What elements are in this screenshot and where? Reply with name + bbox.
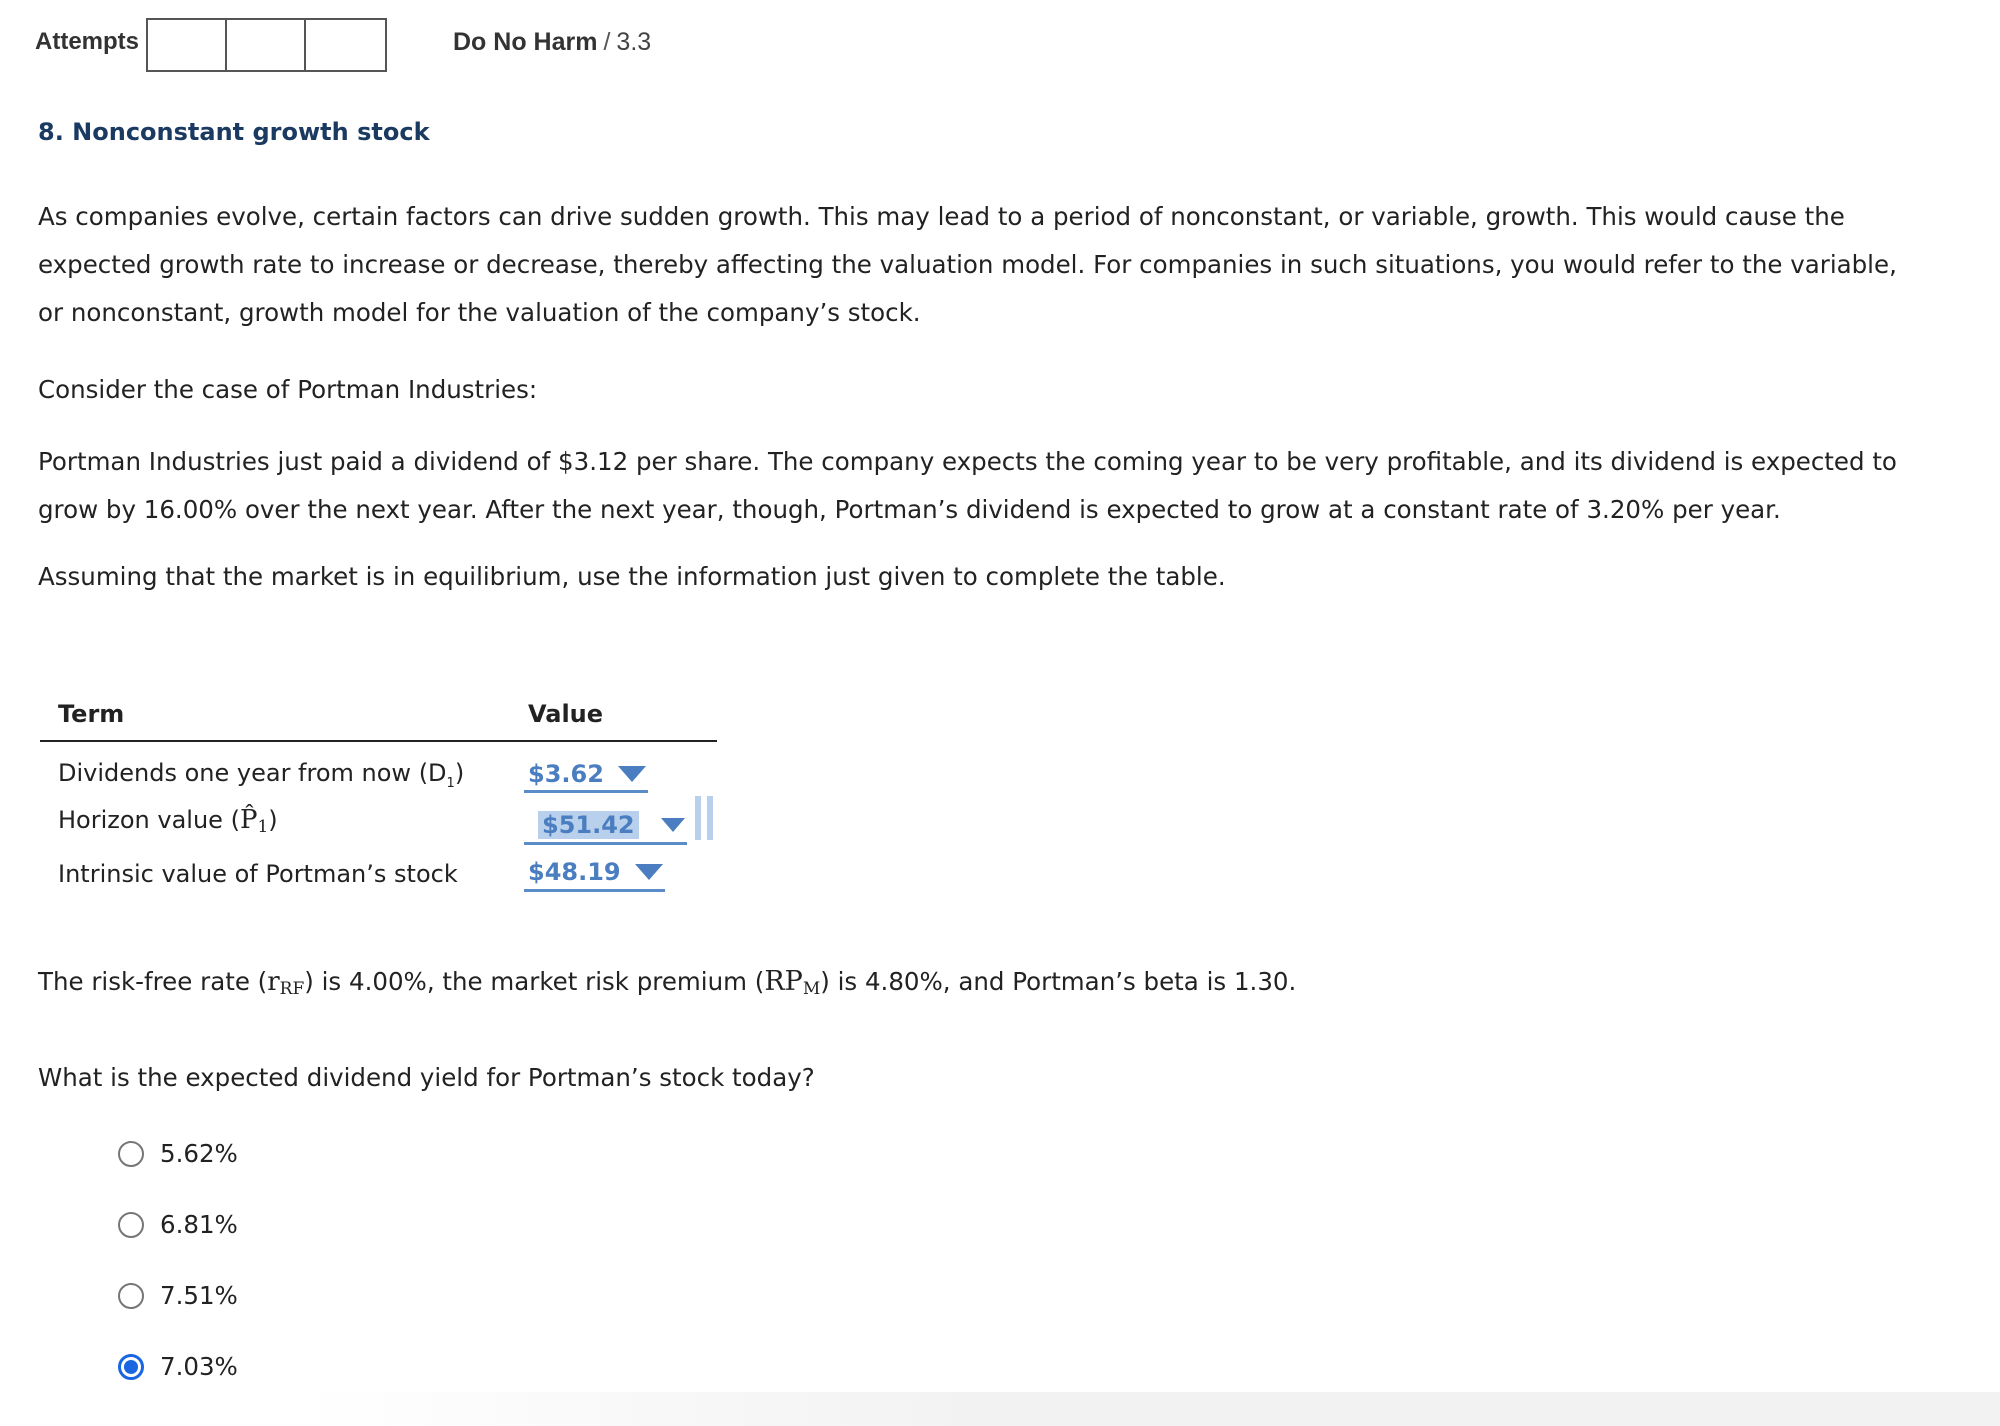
rrf-symbol bbox=[267, 967, 304, 997]
attempts-label: Attempts bbox=[35, 28, 140, 55]
option-label: 5.62% bbox=[160, 1139, 238, 1168]
chevron-down-icon bbox=[635, 864, 663, 880]
table-row bbox=[40, 741, 717, 794]
table-row bbox=[40, 794, 717, 847]
radio-button[interactable] bbox=[118, 1141, 144, 1167]
rrf-r: r bbox=[267, 967, 280, 997]
option-label: 7.51% bbox=[160, 1281, 238, 1310]
term-d1-sub: 1 bbox=[446, 776, 455, 791]
consider-paragraph: Consider the case of Portman Industries: bbox=[38, 375, 538, 404]
harm-score: 3.3 bbox=[616, 28, 652, 56]
option-4[interactable] bbox=[118, 1352, 238, 1381]
rpm-sub: M bbox=[802, 979, 821, 999]
term-intrinsic: Intrinsic value of Portman’s stock bbox=[58, 859, 458, 888]
attempt-box bbox=[227, 20, 306, 70]
risk-text-2: ) is 4.00%, the market risk premium ( bbox=[304, 967, 765, 996]
intro-paragraph: As companies evolve, certain factors can drive sudden growth. This may lead to a period of nonconstant, or variable, growth. This would cause the expected growth rate to increase or decrease, thereby affecting the valuation model. For companies in such situations, you would refer to the variable, or nonconstant, growth model for the valuation of the company’s stock. bbox=[38, 202, 1897, 327]
attempt-boxes bbox=[146, 18, 387, 72]
valuation-table bbox=[40, 700, 717, 900]
rrf-sub: RF bbox=[279, 979, 305, 999]
option-label: 6.81% bbox=[160, 1210, 238, 1239]
value-horizon-cell bbox=[510, 794, 717, 847]
rpm-symbol bbox=[764, 966, 820, 997]
term-d1 bbox=[40, 741, 510, 794]
term-d1-label: Dividends one year from now (D bbox=[58, 759, 447, 787]
harm-label: Do No Harm bbox=[453, 28, 598, 56]
term-horizon-end: ) bbox=[268, 805, 278, 834]
radio-button[interactable] bbox=[118, 1283, 144, 1309]
table-header-row bbox=[40, 700, 717, 741]
p-hat-sub: 1 bbox=[257, 816, 269, 837]
term-horizon-label: Horizon value ( bbox=[58, 805, 240, 834]
value-d1-cell bbox=[510, 741, 717, 794]
option-1[interactable] bbox=[118, 1139, 238, 1168]
attempt-box bbox=[306, 20, 385, 70]
assume-paragraph: Assuming that the market is in equilibrium, use the information just given to complete the table. bbox=[38, 562, 1226, 591]
intrinsic-value: $48.19 bbox=[528, 858, 621, 886]
harm-separator: / bbox=[603, 28, 611, 56]
risk-text-3: ) is 4.80%, and Portman’s beta is 1.30. bbox=[820, 967, 1297, 996]
radio-button[interactable] bbox=[118, 1212, 144, 1238]
option-2[interactable] bbox=[118, 1210, 238, 1239]
value-intrinsic-cell bbox=[510, 847, 717, 900]
risk-text-1: The risk-free rate ( bbox=[38, 967, 268, 996]
rpm-rp: RP bbox=[764, 966, 803, 997]
text-selection-highlight bbox=[695, 796, 701, 840]
scenario-paragraph: Portman Industries just paid a dividend of $3.12 per share. The company expects the coming year to be very profitable, and its dividend is expected to grow by 16.00% over the next year. After the next year, though, Portman’s dividend is expected to grow at a constant rate of 3.20% per year. bbox=[38, 447, 1897, 524]
horizon-value-dropdown[interactable] bbox=[524, 809, 687, 845]
value-header: Value bbox=[510, 700, 717, 741]
chevron-down-icon bbox=[618, 766, 646, 782]
bottom-fade bbox=[300, 1392, 2000, 1426]
attempt-box bbox=[148, 20, 227, 70]
d1-value: $3.62 bbox=[528, 759, 604, 788]
radio-button-selected[interactable] bbox=[118, 1354, 144, 1380]
term-d1-end: ) bbox=[454, 759, 465, 787]
do-no-harm-score bbox=[453, 28, 651, 57]
table-row bbox=[40, 847, 717, 900]
d1-value-dropdown[interactable] bbox=[524, 757, 648, 793]
question-title: 8. Nonconstant growth stock bbox=[38, 118, 430, 146]
option-label: 7.03% bbox=[160, 1352, 238, 1381]
horizon-value: $51.42 bbox=[538, 811, 639, 839]
p-hat-symbol: P̂1 bbox=[239, 804, 269, 837]
prompt-text: What is the expected dividend yield for Portman’s stock today? bbox=[38, 1063, 815, 1092]
intrinsic-value-dropdown[interactable] bbox=[524, 856, 665, 892]
term-header: Term bbox=[40, 700, 510, 741]
term-horizon bbox=[40, 794, 510, 847]
option-3[interactable] bbox=[118, 1281, 238, 1310]
text-selection-highlight bbox=[707, 796, 713, 840]
chevron-down-icon bbox=[661, 818, 685, 832]
risk-paragraph bbox=[38, 958, 1938, 1013]
